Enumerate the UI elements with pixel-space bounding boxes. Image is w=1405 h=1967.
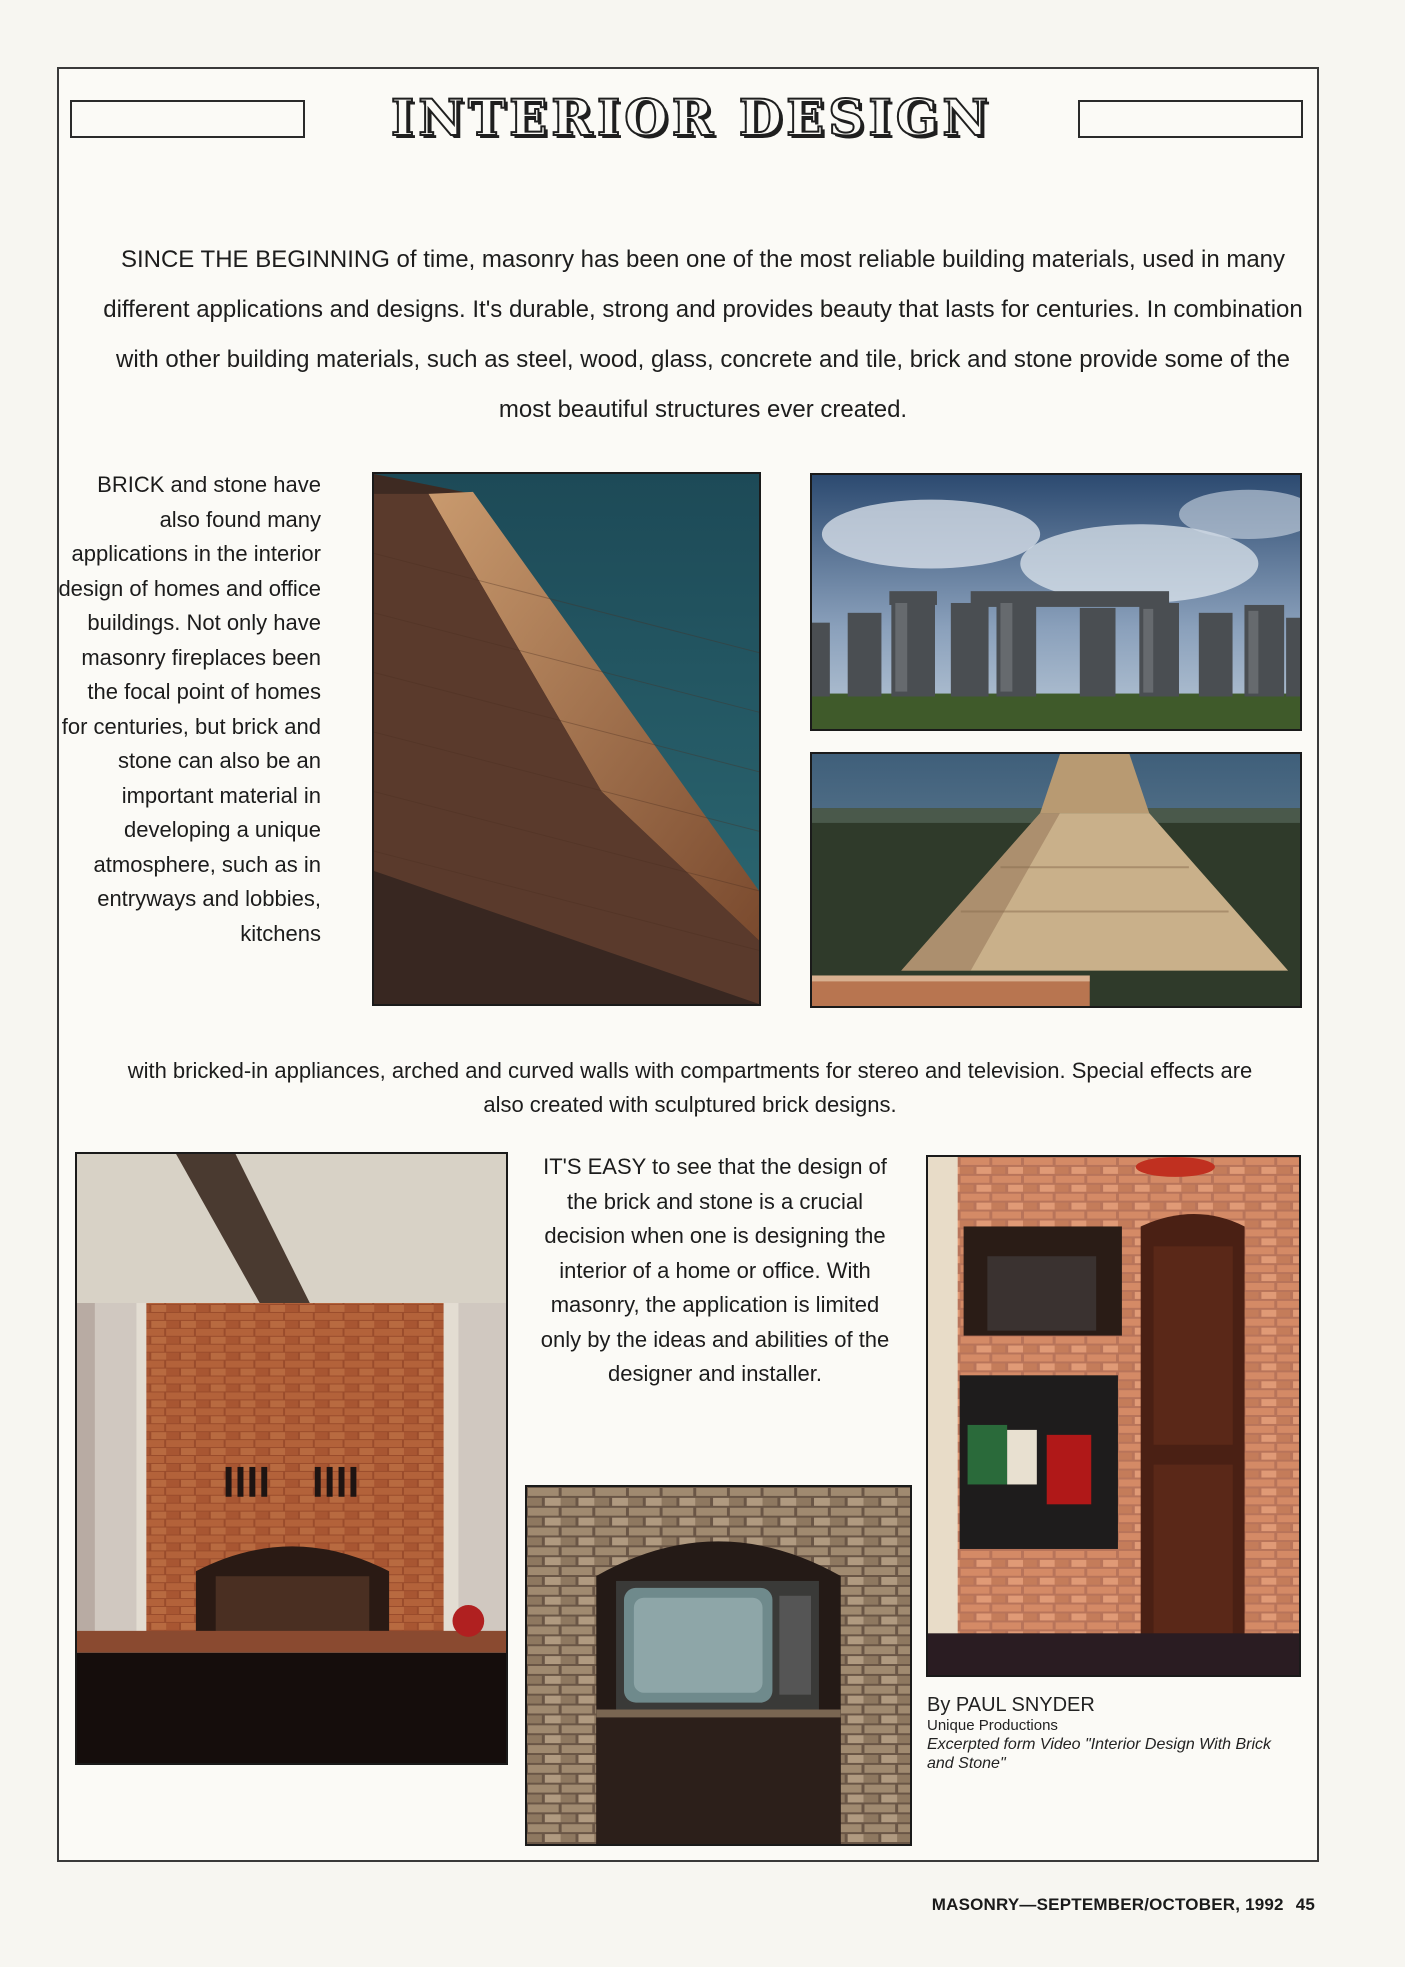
intro-lead: SINCE THE BEGINNING [120, 246, 390, 273]
brick-fireplace-photo [75, 1152, 508, 1765]
byline: By PAUL SNYDER [927, 1694, 1095, 1716]
side-text: and stone have also found many applications in the interior design of homes and office buildings. Not only have masonry fireplaces been the focal point of homes for centuries, but brick and stone can also be an important material in developing a unique atmosphere, such as in entryways and lobbies, kitchens [58, 472, 321, 946]
side-column-paragraph [58, 468, 321, 951]
center-lead: IT'S EASY [543, 1154, 646, 1179]
article-credits [927, 1693, 1287, 1773]
title-rule-left [70, 100, 305, 138]
mayan-pyramid-photo [810, 752, 1302, 1008]
page-number: 45 [1295, 1895, 1315, 1914]
credit-source: Excerpted form Video "Interior Design With Brick and Stone" [927, 1736, 1272, 1773]
brick-kitchen-wall-photo [926, 1155, 1301, 1677]
intro-text: of time, masonry has been one of the most reliable building materials, used in many different applications and designs. It's durable, strong and provides beauty that lasts for centuries. In combination with other building materials, such as steel, wood, glass, concrete and tile, brick and stone provide some of the most beautiful structures ever created. [103, 246, 1303, 423]
pyramid-photo [372, 472, 761, 1006]
center-text: to see that the design of the brick and stone is a crucial decision when one is designing the interior of a home or office. With masonry, the application is limited only by the ideas and abilities of the designer and installer. [540, 1154, 890, 1386]
title-rule-right [1078, 100, 1303, 138]
side-lead: BRICK [97, 472, 165, 497]
continuation-paragraph: with bricked-in appliances, arched and curved walls with compartments for stereo and television. Special effects are also created with sculptured brick designs. [127, 1058, 1253, 1117]
center-column-paragraph [535, 1150, 895, 1392]
intro-paragraph [88, 235, 1318, 435]
page-title: INTERIOR DESIGN [390, 88, 993, 147]
title-banner [70, 88, 1303, 147]
stonehenge-photo [810, 473, 1302, 731]
page-footer [932, 1895, 1315, 1915]
credit-organization: Unique Productions [927, 1717, 1058, 1734]
brick-tv-niche-photo [525, 1485, 912, 1846]
footer-publication: MASONRY—SEPTEMBER/OCTOBER, 1992 [931, 1895, 1284, 1914]
